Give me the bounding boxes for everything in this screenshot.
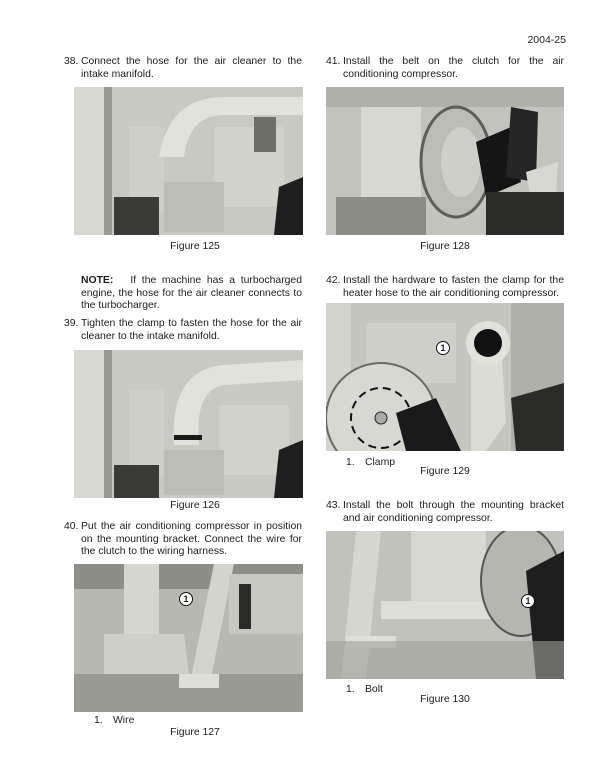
figure-129-caption: Figure 129 (420, 466, 470, 477)
step-number: 42. (326, 275, 341, 286)
step-text: Put the air conditioning compressor in position on the mounting bracket. Connect the wire for the clutch to the wiring harness. (81, 521, 302, 558)
step-39 (64, 318, 302, 343)
legend-number: 1. (346, 684, 355, 695)
left-column (64, 0, 302, 776)
step-number: 39. (64, 318, 79, 329)
step-number: 40. (64, 521, 79, 532)
figure-127-caption: Figure 127 (170, 727, 220, 738)
callout-1: 1 (179, 592, 193, 606)
legend-label: Wire (113, 715, 135, 726)
figure-128-caption: Figure 128 (420, 241, 470, 252)
legend-label: Bolt (365, 684, 383, 695)
figure-130-caption: Figure 130 (420, 694, 470, 705)
step-text: Tighten the clamp to fasten the hose for the air cleaner to the intake manifold. (81, 318, 302, 342)
step-number: 43. (326, 500, 341, 511)
step-38 (64, 56, 302, 81)
figure-126-photo (74, 350, 303, 498)
step-number: 41. (326, 56, 341, 67)
legend-number: 1. (346, 457, 355, 468)
step-42 (326, 275, 564, 300)
callout-1: 1 (521, 594, 535, 608)
legend-number: 1. (94, 715, 103, 726)
figure-125-photo (74, 87, 303, 235)
step-41 (326, 56, 564, 81)
step-text: Install the bolt through the mounting bracket and air conditioning compressor. (343, 500, 564, 524)
note (81, 275, 302, 313)
step-text: Install the hardware to fasten the clamp for the heater hose to the air conditioning compressor. (343, 275, 564, 299)
note-label: NOTE: (81, 275, 114, 286)
legend-label: Clamp (365, 457, 396, 468)
figure-128-photo (326, 87, 564, 235)
step-number: 38. (64, 56, 79, 67)
figure-127-photo (74, 564, 303, 712)
note-text: If the machine has a turbocharged engine, the hose for the air cleaner connects to the turbocharger. (81, 275, 302, 312)
step-40 (64, 521, 302, 559)
page-number: 2004-25 (527, 34, 566, 46)
figure-126-caption: Figure 126 (170, 500, 220, 511)
step-43 (326, 500, 564, 525)
callout-1: 1 (436, 341, 450, 355)
figure-125-caption: Figure 125 (170, 241, 220, 252)
figure-130-photo (326, 531, 564, 679)
step-text: Install the belt on the clutch for the air conditioning compressor. (343, 56, 564, 80)
right-column (326, 0, 564, 776)
figure-129-photo (326, 303, 564, 451)
step-text: Connect the hose for the air cleaner to the intake manifold. (81, 56, 302, 80)
